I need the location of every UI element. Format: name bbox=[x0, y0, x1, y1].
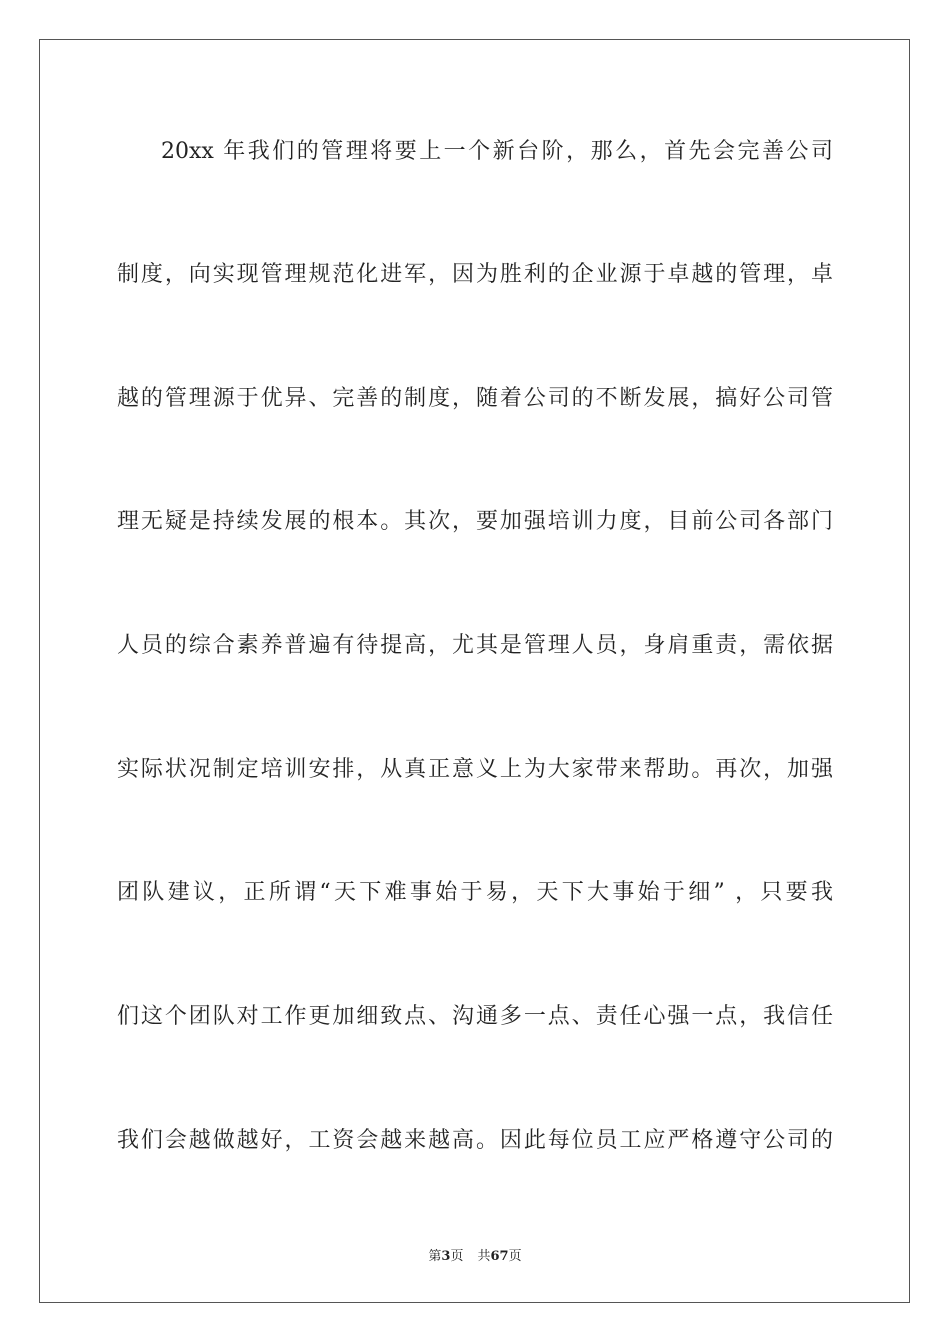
footer-total-prefix: 共 bbox=[477, 1249, 491, 1264]
paragraph-line: 我们会越做越好，工资会越来越高。因此每位员工应严格遵守公司的 bbox=[117, 1128, 833, 1153]
paragraph-line: 理无疑是持续发展的根本。其次，要加强培训力度，目前公司各部门 bbox=[117, 509, 833, 534]
paragraph-line: 越的管理源于优异、完善的制度，随着公司的不断发展，搞好公司管 bbox=[117, 386, 833, 411]
footer-total-pages: 67 bbox=[490, 1249, 509, 1264]
footer-page-prefix: 第 bbox=[428, 1249, 442, 1264]
paragraph-line: 人员的综合素养普遍有待提高，尤其是管理人员，身肩重责，需依据 bbox=[117, 633, 833, 658]
paragraph-line: 20xx 年我们的管理将要上一个新台阶，那么，首先会完善公司 bbox=[161, 139, 833, 164]
page-footer bbox=[0, 1249, 950, 1265]
footer-page-number: 3 bbox=[441, 1249, 451, 1264]
paragraph-line: 们这个团队对工作更加细致点、沟通多一点、责任心强一点，我信任 bbox=[117, 1004, 833, 1029]
paragraph-line: 团队建议，正所谓“天下难事始于易，天下大事始于细” ，只要我 bbox=[117, 880, 833, 905]
paragraph-line: 制度，向实现管理规范化进军，因为胜利的企业源于卓越的管理，卓 bbox=[117, 262, 833, 287]
footer-page-suffix: 页 bbox=[450, 1249, 464, 1264]
paragraph-line: 实际状况制定培训安排，从真正意义上为大家带来帮助。再次，加强 bbox=[117, 757, 833, 782]
footer-total-suffix: 页 bbox=[508, 1249, 522, 1264]
page-border bbox=[39, 39, 910, 1303]
